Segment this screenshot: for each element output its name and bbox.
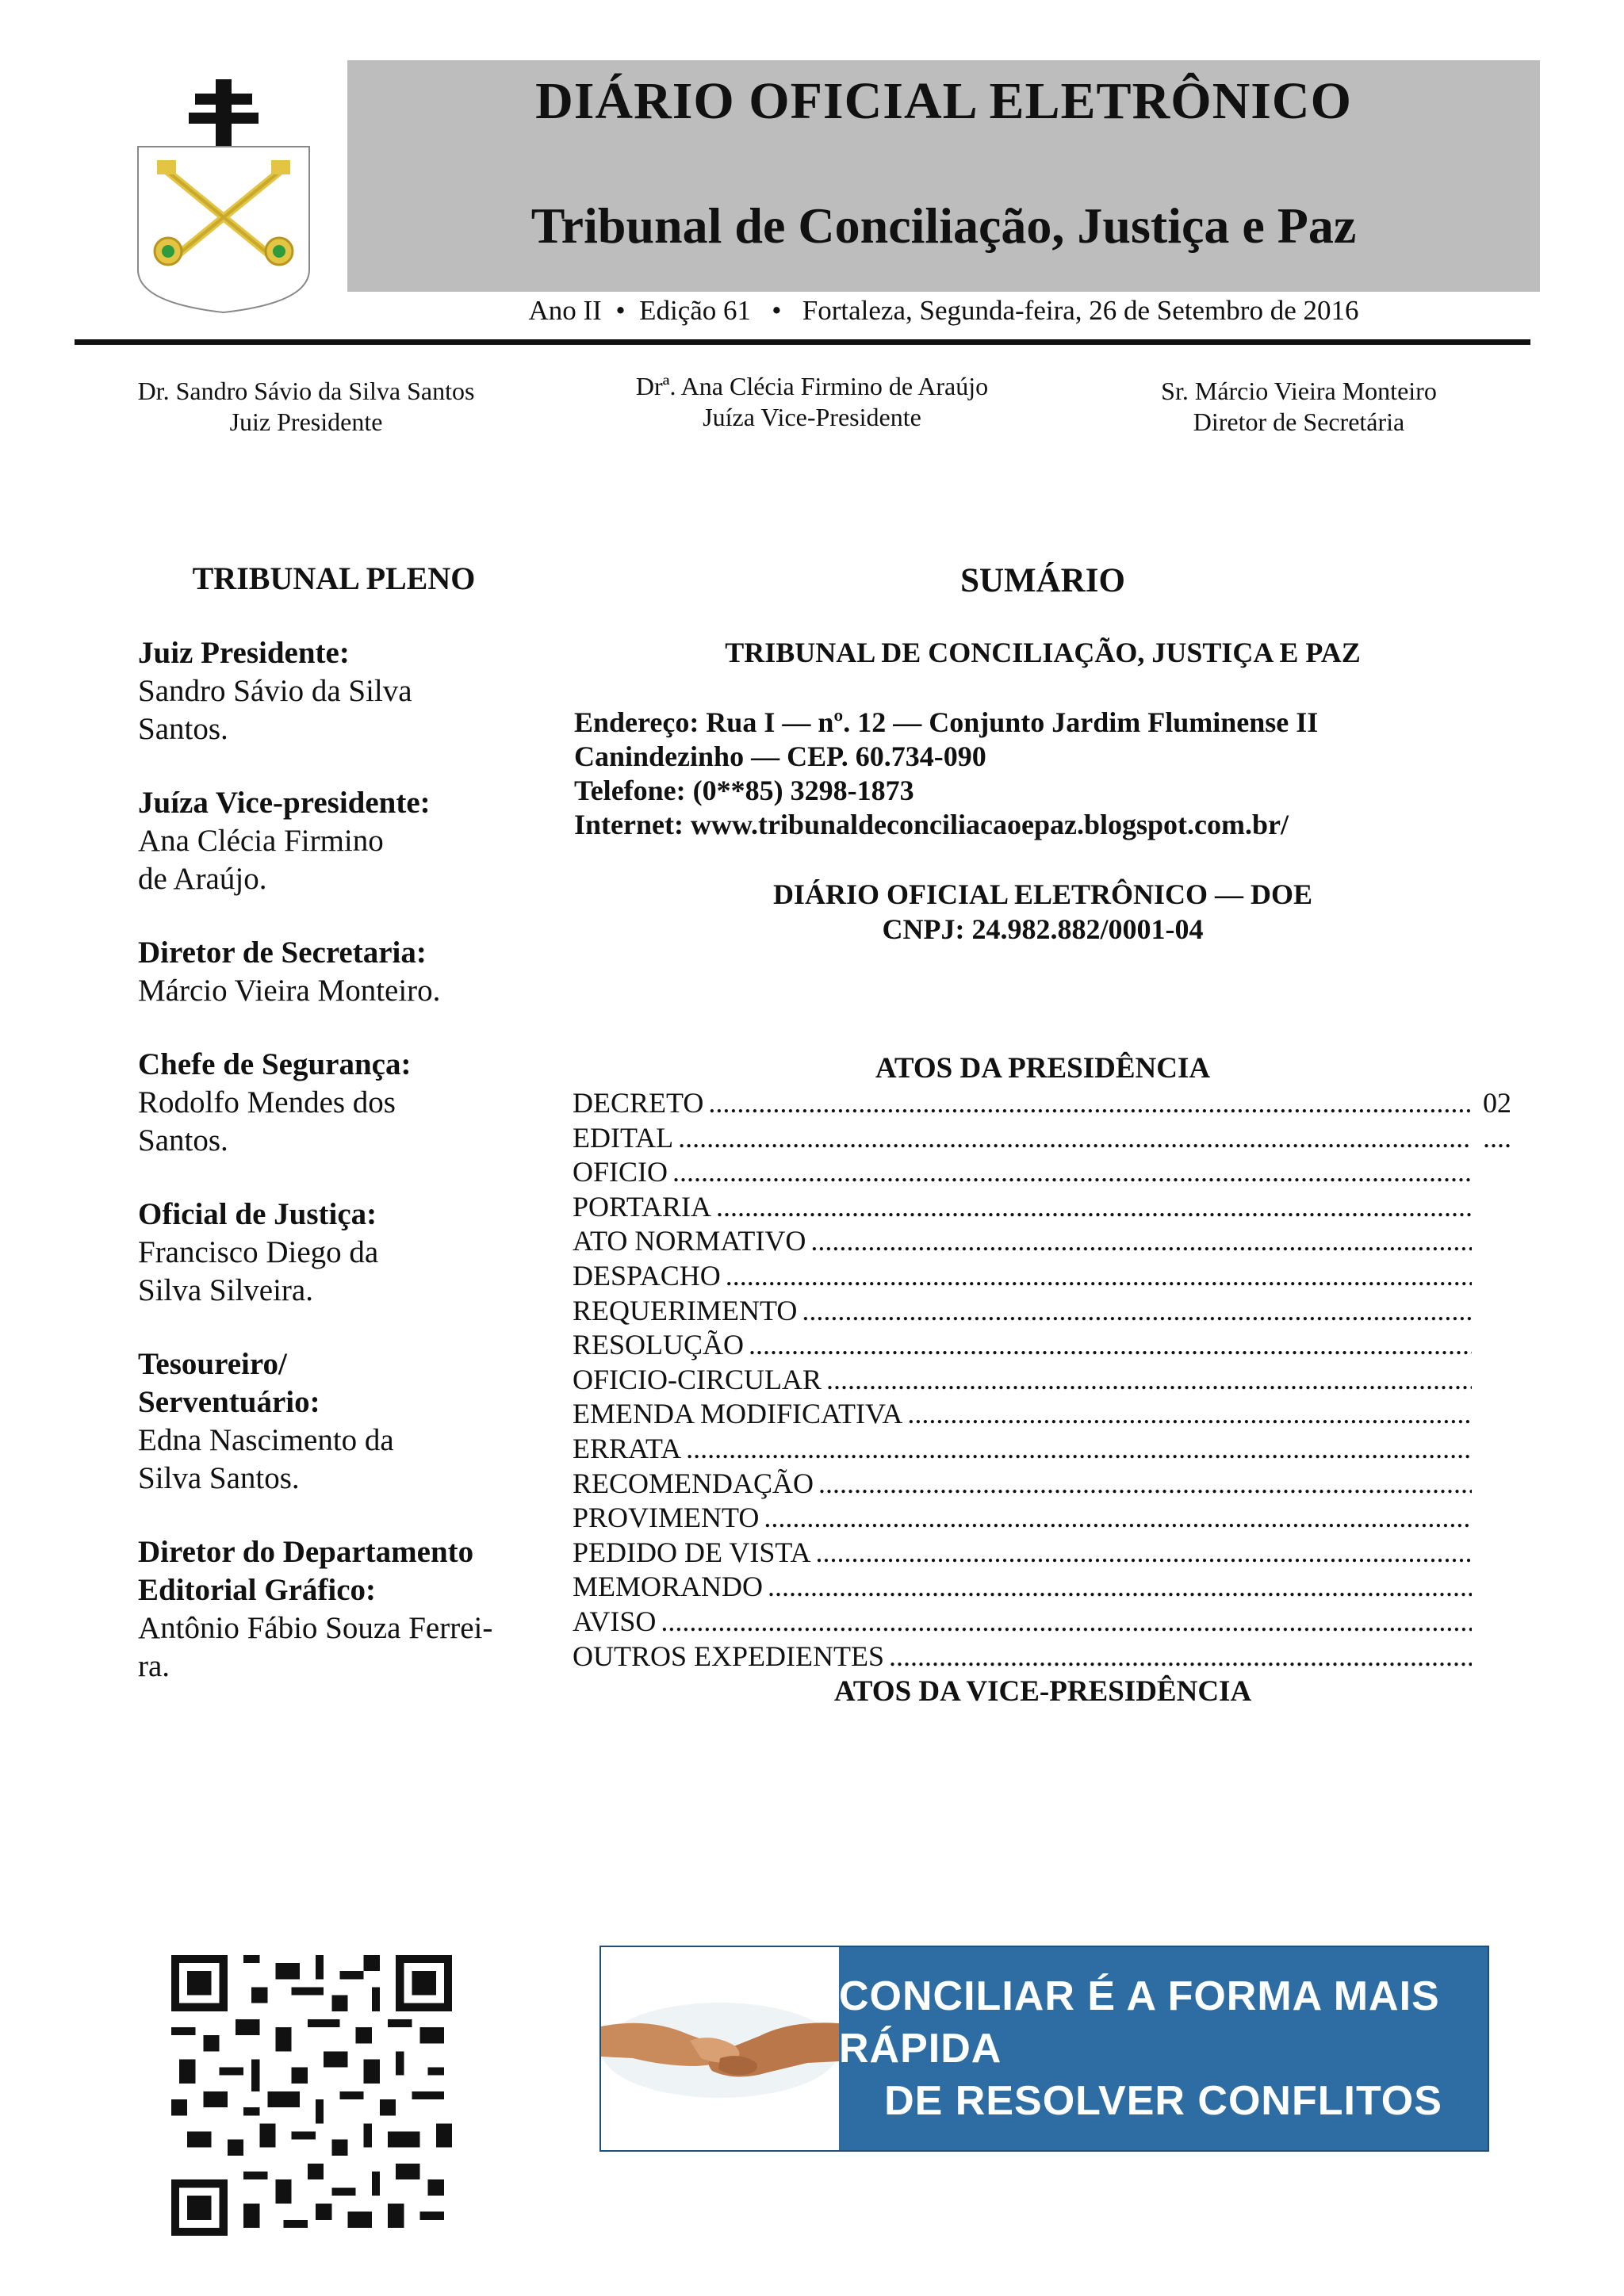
toc-label: OUTROS EXPEDIENTES: [573, 1640, 884, 1672]
toc-label: AVISO: [573, 1605, 657, 1637]
toc-leader: [686, 1432, 1472, 1467]
member-name: Márcio Vieira Monteiro.: [138, 974, 441, 1008]
toc-entry[interactable]: [573, 1536, 1511, 1571]
toc-label: RESOLUÇÃO: [573, 1329, 745, 1361]
member-name: Silva Silveira.: [138, 1273, 313, 1307]
toc-entry[interactable]: [573, 1190, 1511, 1225]
plenum-member: [138, 934, 519, 1010]
edition-line: Ano II • Edição 61 • Fortaleza, Segunda-feira, 26 de Setembro de 2016: [528, 295, 1359, 326]
court-subheading: TRIBUNAL DE CONCILIAÇÃO, JUSTIÇA E PAZ: [725, 637, 1361, 668]
qr-code[interactable]: [171, 1955, 452, 2236]
toc-leader: [768, 1570, 1472, 1605]
toc-label: EMENDA MODIFICATIVA: [573, 1398, 903, 1430]
toc-label: ERRATA: [573, 1432, 682, 1464]
toc-leader: [907, 1397, 1472, 1432]
toc-label: PORTARIA: [573, 1190, 711, 1223]
banner-slogan: [839, 1947, 1488, 2150]
member-name: Edna Nascimento da: [138, 1423, 394, 1457]
plenum-member: [138, 1046, 519, 1160]
toc-leader: [726, 1259, 1472, 1294]
member-role: Serventuário:: [138, 1385, 320, 1419]
member-name: Silva Santos.: [138, 1461, 300, 1495]
member-role: Diretor de Secretaria:: [138, 936, 427, 970]
table-of-contents: [573, 1086, 1511, 1674]
plenum-member: [138, 634, 519, 748]
member-name: Santos.: [138, 1123, 228, 1158]
postal-code-line: Canindezinho — CEP. 60.734-090: [574, 740, 986, 772]
member-name: Rodolfo Mendes dos: [138, 1085, 396, 1119]
toc-entry[interactable]: [573, 1294, 1511, 1329]
toc-label: MEMORANDO: [573, 1571, 764, 1603]
banner-line: DE RESOLVER CONFLITOS: [884, 2078, 1442, 2124]
publication-title: DIÁRIO OFICIAL ELETRÔNICO: [535, 72, 1352, 130]
toc-entry[interactable]: [573, 1605, 1511, 1640]
plenum-member: [138, 784, 519, 898]
member-name: Francisco Diego da: [138, 1235, 379, 1269]
toc-label: OFICIO-CIRCULAR: [573, 1363, 822, 1395]
member-role: Tesoureiro/: [138, 1347, 287, 1381]
coat-of-arms-logo: [133, 71, 314, 316]
toc-entry[interactable]: [573, 1224, 1511, 1259]
toc-label: ATO NORMATIVO: [573, 1225, 806, 1257]
toc-label: REQUERIMENTO: [573, 1294, 798, 1326]
toc-label: DECRETO: [573, 1087, 704, 1119]
toc-leader: [810, 1224, 1472, 1259]
toc-label: EDITAL: [573, 1121, 674, 1154]
toc-leader: [802, 1294, 1472, 1329]
toc-label: DESPACHO: [573, 1259, 721, 1292]
officer-vice-president: [606, 371, 1018, 433]
court-title: Tribunal de Conciliação, Justiça e Paz: [530, 197, 1357, 254]
doe-line: DIÁRIO OFICIAL ELETRÔNICO — DOE: [772, 878, 1313, 910]
toc-entry[interactable]: [573, 1086, 1511, 1121]
banner-line: CONCILIAR É A FORMA MAIS RÁPIDA: [839, 1973, 1440, 2072]
handshake-image: [601, 1947, 839, 2150]
toc-entry[interactable]: [573, 1259, 1511, 1294]
toc-page: ....: [1483, 1121, 1511, 1154]
toc-entry[interactable]: [573, 1570, 1511, 1605]
member-name: Antônio Fábio Souza Ferrei-: [138, 1611, 493, 1645]
toc-leader: [889, 1640, 1472, 1674]
phone-line: Telefone: (0**85) 3298-1873: [574, 775, 914, 806]
member-role: Chefe de Segurança:: [138, 1047, 412, 1081]
toc-leader: [661, 1605, 1472, 1640]
officer-secretary: [1101, 376, 1497, 438]
officer-name: Sr. Márcio Vieira Monteiro: [1161, 377, 1437, 405]
toc-leader: [818, 1467, 1472, 1502]
address-line: Endereço: Rua I — nº. 12 — Conjunto Jardim Fluminense II: [574, 706, 1319, 738]
cnpj-line: CNPJ: 24.982.882/0001-04: [882, 913, 1204, 945]
toc-leader: [678, 1121, 1472, 1156]
toc-page: 02: [1483, 1087, 1511, 1119]
member-role: Juiz Presidente:: [138, 636, 350, 670]
member-name: Santos.: [138, 712, 228, 746]
toc-entry[interactable]: [573, 1501, 1511, 1536]
summary-heading: SUMÁRIO: [960, 562, 1125, 599]
member-name: Ana Clécia Firmino: [138, 824, 384, 858]
toc-label: PROVIMENTO: [573, 1502, 760, 1534]
member-name: de Araújo.: [138, 862, 267, 896]
toc-label: OFICIO: [573, 1156, 668, 1188]
officer-role: Diretor de Secretária: [1193, 408, 1405, 436]
toc-entry[interactable]: [573, 1640, 1511, 1674]
officer-role: Juíza Vice-Presidente: [703, 403, 921, 431]
plenum-member: [138, 1345, 519, 1498]
presidency-acts-heading: ATOS DA PRESIDÊNCIA: [875, 1052, 1211, 1085]
website-link[interactable]: Internet: www.tribunaldeconciliacaoepaz.blogspot.com.br/: [574, 809, 1289, 840]
member-role: Juíza Vice-presidente:: [138, 786, 431, 820]
toc-leader: [826, 1363, 1472, 1398]
toc-label: PEDIDO DE VISTA: [573, 1536, 811, 1568]
toc-entry[interactable]: [573, 1397, 1511, 1432]
toc-entry[interactable]: [573, 1467, 1511, 1502]
officer-name: Dr. Sandro Sávio da Silva Santos: [137, 377, 475, 405]
member-role: Oficial de Justiça:: [138, 1197, 377, 1231]
header-divider: [75, 339, 1530, 345]
officer-name: Drª. Ana Clécia Firmino de Araújo: [635, 372, 989, 400]
conciliation-banner: [599, 1946, 1489, 2152]
officer-role: Juiz Presidente: [229, 408, 383, 436]
officer-president: [108, 376, 504, 438]
member-role: Editorial Gráfico:: [138, 1573, 377, 1607]
plenum-members: [138, 634, 519, 1721]
toc-leader: [764, 1501, 1472, 1536]
plenum-member: [138, 1196, 519, 1310]
toc-label: RECOMENDAÇÃO: [573, 1467, 814, 1499]
plenum-heading: TRIBUNAL PLENO: [192, 561, 476, 596]
member-role: Diretor do Departamento: [138, 1535, 474, 1569]
member-name: Sandro Sávio da Silva: [138, 674, 412, 708]
member-name: ra.: [138, 1649, 170, 1683]
toc-leader: [708, 1086, 1472, 1121]
toc-entry[interactable]: [573, 1121, 1511, 1156]
plenum-member: [138, 1533, 519, 1686]
toc-leader: [716, 1190, 1472, 1225]
toc-leader: [749, 1328, 1472, 1363]
toc-entry[interactable]: [573, 1363, 1511, 1398]
toc-leader: [815, 1536, 1472, 1571]
toc-leader: [672, 1155, 1472, 1190]
toc-entry[interactable]: [573, 1432, 1511, 1467]
vice-presidency-acts-heading: ATOS DA VICE-PRESIDÊNCIA: [833, 1675, 1252, 1708]
toc-entry[interactable]: [573, 1328, 1511, 1363]
toc-entry[interactable]: [573, 1155, 1511, 1190]
